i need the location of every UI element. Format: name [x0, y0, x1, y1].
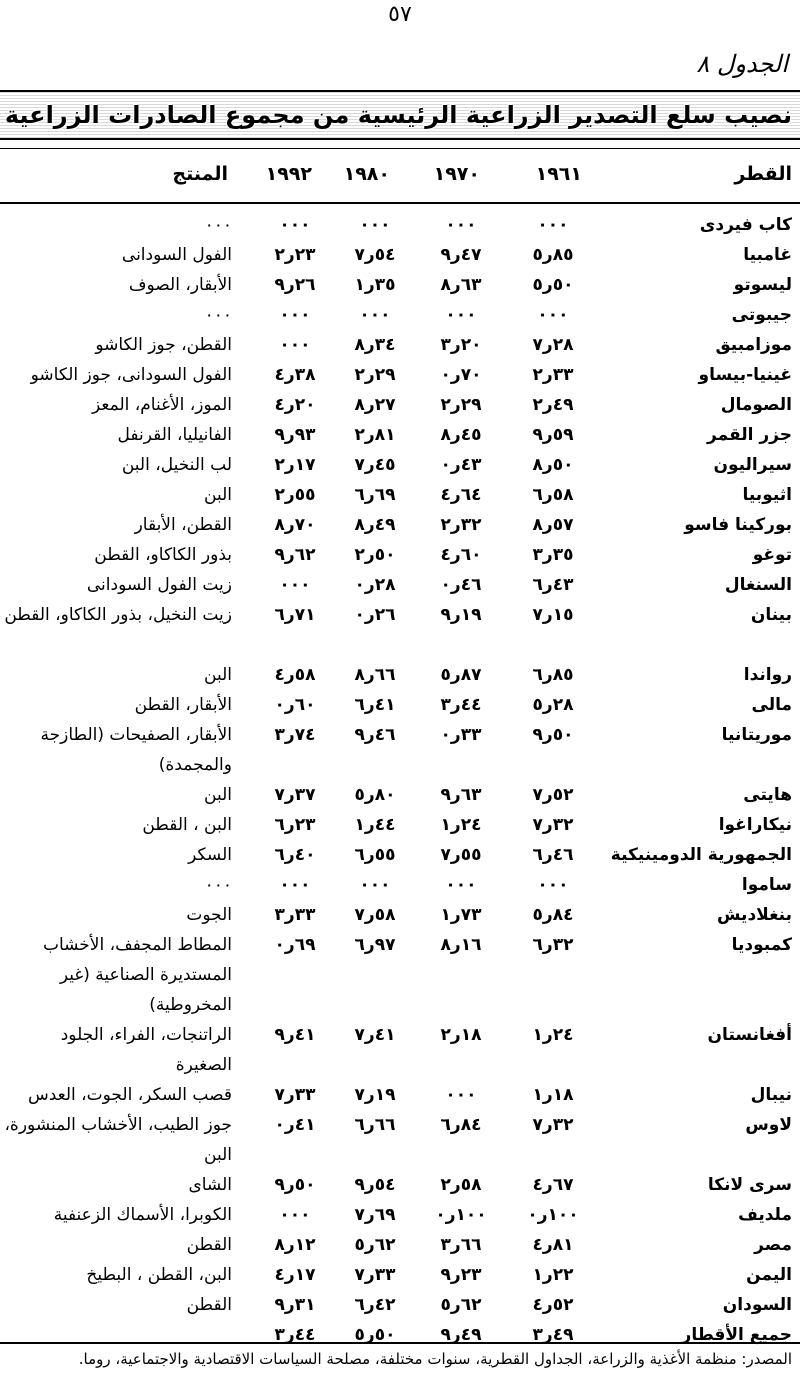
value-1961-cell: ٥٠ر٨	[532, 455, 574, 475]
product-cell: الشاى	[188, 1175, 232, 1195]
table-row	[0, 840, 800, 870]
value-1961-cell: ٣٥ر٣	[532, 545, 574, 565]
value-1980-cell: ٤٦ر٩	[354, 725, 396, 745]
table-row	[0, 870, 800, 900]
value-1970-cell: ٥٨ر٢	[440, 1175, 482, 1195]
value-1980-cell: ٩٧ر٦	[354, 935, 396, 955]
value-1980-cell: ١٩ر٧	[354, 1085, 396, 1105]
value-1970-cell: ٦٠ر٤	[440, 545, 482, 565]
product-cell: الكوبرا، الأسماك الزعنفية	[53, 1205, 232, 1225]
value-1961-cell: ٢٨ر٧	[532, 335, 574, 355]
header-product: المنتج	[172, 163, 228, 185]
product-cell: القطن	[186, 1295, 232, 1315]
value-1980-cell: ٤٩ر٨	[354, 515, 396, 535]
product-cell: الفول السودانى	[121, 245, 232, 265]
value-1980-cell: ٠٠٠	[359, 215, 391, 235]
value-1980-cell: ٤٢ر٦	[354, 1295, 396, 1315]
value-1961-cell: ٣٢ر٧	[532, 1115, 574, 1135]
value-1980-cell: ٠٠٠	[359, 875, 391, 895]
value-1970-cell: ٠٠٠	[445, 1085, 477, 1105]
product-cell: ٠٠٠	[204, 305, 232, 325]
value-1980-cell: ٤١ر٧	[354, 1025, 396, 1045]
value-1961-cell: ٣٢ر٧	[532, 815, 574, 835]
product-cell: قصب السكر، الجوت، العدس	[27, 1085, 232, 1105]
value-1980-cell: ٥٥ر٦	[354, 845, 396, 865]
product-cell: القطن، جوز الكاشو	[95, 335, 232, 355]
value-1980-cell: ٦٩ر٧	[354, 1205, 396, 1225]
value-1970-cell: ٦٣ر٨	[440, 275, 482, 295]
source-note: المصدر: منظمة الأغذية والزراعة، الجداول القطرية، سنوات مختلفة، مصلحة السياسات الاقتصادية والاجتماعية، روما.	[78, 1350, 792, 1368]
value-1992-cell: ٣٨ر٤	[274, 365, 316, 385]
product-cell: ٠٠٠	[204, 215, 232, 235]
country-cell: مصر	[754, 1235, 792, 1255]
product-cell: لب النخيل، البن	[121, 455, 232, 475]
value-1961-cell: ١٨ر١	[532, 1085, 574, 1105]
value-1970-cell: ٦٤ر٤	[440, 485, 482, 505]
value-1980-cell: ٥٤ر٧	[354, 245, 396, 265]
value-1970-cell: ٧٠ر٠	[440, 365, 482, 385]
value-1992-cell: ٧٤ر٣	[274, 725, 316, 745]
value-1970-cell: ٧٣ر١	[440, 905, 482, 925]
country-cell: غينيا-بيساو	[698, 365, 792, 385]
country-cell: موريتانيا	[721, 725, 792, 745]
value-1961-cell: ٢٤ر١	[532, 1025, 574, 1045]
table-row	[0, 570, 800, 600]
value-1980-cell: ٨١ر٢	[354, 425, 396, 445]
value-1992-cell: ٥٠ر٩	[274, 1175, 316, 1195]
value-1992-cell: ٥٨ر٤	[274, 665, 316, 685]
value-1970-cell: ٠٠٠	[445, 215, 477, 235]
table-row	[0, 690, 800, 720]
country-cell: أفغانستان	[707, 1025, 792, 1045]
country-cell: الصومال	[720, 395, 792, 415]
value-1980-cell: ٤١ر٦	[354, 695, 396, 715]
table-row	[0, 1080, 800, 1110]
value-1992-cell: ٠٠٠	[279, 215, 311, 235]
value-1980-cell: ٥٨ر٧	[354, 905, 396, 925]
table-body	[0, 210, 800, 1350]
value-1970-cell: ٣٢ر٢	[440, 515, 482, 535]
value-1980-cell: ٣٣ر٧	[354, 1265, 396, 1285]
value-1970-cell: ٣٣ر٠	[440, 725, 482, 745]
table-row	[0, 540, 800, 570]
table-row	[0, 270, 800, 300]
table-row	[0, 360, 800, 390]
value-1970-cell: ١٠٠ر٠	[435, 1205, 487, 1225]
table-row	[0, 210, 800, 240]
product-cell: البن ، القطن	[142, 815, 232, 835]
value-1980-cell: ٢٩ر٢	[354, 365, 396, 385]
value-1961-cell: ٦٧ر٤	[532, 1175, 574, 1195]
value-1980-cell: ٦٢ر٥	[354, 1235, 396, 1255]
value-1992-cell: ٧٠ر٨	[274, 515, 316, 535]
header-1992: ١٩٩٢	[265, 163, 312, 185]
product-cell: البن	[204, 485, 232, 505]
product-cell: بذور الكاكاو، القطن	[94, 545, 232, 565]
value-1970-cell: ٢٤ر١	[440, 815, 482, 835]
value-1980-cell: ٢٨ر٠	[354, 575, 396, 595]
table-row	[0, 1200, 800, 1230]
value-1970-cell: ٤٧ر٩	[440, 245, 482, 265]
value-1992-cell: ٩٣ر٩	[274, 425, 316, 445]
table-row	[0, 1290, 800, 1320]
value-1961-cell: ٣٢ر٦	[532, 935, 574, 955]
product-cell: الموز، الأغنام، المعز	[92, 395, 232, 415]
product-cell: البن	[204, 785, 232, 805]
value-1961-cell: ٥٧ر٨	[532, 515, 574, 535]
value-1992-cell: ٢٣ر٢	[274, 245, 316, 265]
table-row	[0, 780, 800, 810]
value-1992-cell: ٢٠ر٤	[274, 395, 316, 415]
value-1961-cell: ٤٦ر٦	[532, 845, 574, 865]
country-cell: بوركينا فاسو	[684, 515, 792, 535]
country-cell: كمبوديا	[731, 935, 792, 955]
value-1992-cell: ٣١ر٩	[274, 1295, 316, 1315]
product-cell: الفانيليا، القرنفل	[117, 425, 232, 445]
product-cell: القطن	[186, 1235, 232, 1255]
table-row	[0, 480, 800, 510]
product-cell: جوز الطيب، الأخشاب المنشورة، البن	[4, 1115, 232, 1165]
country-cell: مالى	[751, 695, 792, 715]
table-row	[0, 810, 800, 840]
table-row	[0, 720, 800, 780]
country-cell: نيبال	[750, 1085, 792, 1105]
country-cell: الجمهورية الدومينيكية	[610, 845, 792, 865]
value-1970-cell: ١٨ر٢	[440, 1025, 482, 1045]
value-1992-cell: ٦٠ر٠	[274, 695, 316, 715]
value-1980-cell: ٥٤ر٩	[354, 1175, 396, 1195]
value-1980-cell: ٦٩ر٦	[354, 485, 396, 505]
product-cell: الأبقار، القطن	[134, 695, 232, 715]
country-cell: جيبوتى	[731, 305, 792, 325]
value-1992-cell: ١٢ر٨	[274, 1235, 316, 1255]
product-cell: القطن، الأبقار	[134, 515, 232, 535]
product-cell: زيت النخيل، بذور الكاكاو، القطن	[4, 605, 232, 625]
value-1970-cell: ٠٠٠	[445, 875, 477, 895]
value-1961-cell: ٥٨ر٦	[532, 485, 574, 505]
table-row	[0, 1020, 800, 1080]
product-cell: البن، القطن ، البطيخ	[86, 1265, 232, 1285]
product-cell: الراتنجات، الفراء، الجلود الصغيرة	[60, 1025, 232, 1075]
country-cell: سرى لانكا	[707, 1175, 792, 1195]
value-1970-cell: ٨٧ر٥	[440, 665, 482, 685]
bottom-rule	[0, 1342, 800, 1344]
country-cell: ملديف	[738, 1205, 792, 1225]
value-1970-cell: ٥٥ر٧	[440, 845, 482, 865]
value-1970-cell: ٤٦ر٠	[440, 575, 482, 595]
country-cell: اثيوبيا	[742, 485, 792, 505]
product-cell: ٠٠٠	[204, 875, 232, 895]
product-cell: الأبقار، الصوف	[128, 275, 232, 295]
value-1980-cell: ٠٠٠	[359, 305, 391, 325]
country-cell: هايتى	[743, 785, 792, 805]
table-row	[0, 510, 800, 540]
value-1970-cell: ٠٠٠	[445, 305, 477, 325]
value-1992-cell: ٤٤ر٣	[274, 1325, 316, 1345]
table-row	[0, 390, 800, 420]
table-row	[0, 300, 800, 330]
value-1961-cell: ١٠٠ر٠	[527, 1205, 579, 1225]
value-1992-cell: ٢٣ر٦	[274, 815, 316, 835]
country-cell: سيراليون	[713, 455, 792, 475]
value-1961-cell: ١٥ر٧	[532, 605, 574, 625]
country-cell: ليسوتو	[733, 275, 792, 295]
value-1980-cell: ٣٤ر٨	[354, 335, 396, 355]
country-cell: السودان	[722, 1295, 792, 1315]
value-1992-cell: ٠٠٠	[279, 575, 311, 595]
value-1992-cell: ٤٠ر٦	[274, 845, 316, 865]
value-1961-cell: ٥٠ر٥	[532, 275, 574, 295]
value-1970-cell: ٤٥ر٨	[440, 425, 482, 445]
table-row	[0, 1230, 800, 1260]
table-row	[0, 450, 800, 480]
country-cell: رواندا	[743, 665, 792, 685]
value-1992-cell: ٦٩ر٠	[274, 935, 316, 955]
table-row	[0, 420, 800, 450]
value-1992-cell: ٠٠٠	[279, 305, 311, 325]
country-cell: اليمن	[746, 1265, 792, 1285]
value-1992-cell: ٧١ر٦	[274, 605, 316, 625]
value-1961-cell: ٤٩ر٣	[532, 1325, 574, 1345]
table-row	[0, 1170, 800, 1200]
country-cell: موزامبيق	[715, 335, 792, 355]
product-cell: المطاط المجفف، الأخشاب المستديرة الصناعية (غير المخروطية)	[42, 935, 232, 1015]
value-1961-cell: ٥٠ر٩	[532, 725, 574, 745]
value-1992-cell: ١٧ر٤	[274, 1265, 316, 1285]
country-cell: لاوس	[745, 1115, 792, 1135]
value-1961-cell: ٨٤ر٥	[532, 905, 574, 925]
value-1992-cell: ٥٥ر٢	[274, 485, 316, 505]
country-cell: كاب فيردى	[699, 215, 792, 235]
table-row	[0, 660, 800, 690]
value-1961-cell: ٢٨ر٥	[532, 695, 574, 715]
table-row	[0, 930, 800, 1020]
value-1961-cell: ٠٠٠	[537, 215, 569, 235]
value-1961-cell: ٨٥ر٦	[532, 665, 574, 685]
value-1980-cell: ٨٠ر٥	[354, 785, 396, 805]
value-1970-cell: ٨٤ر٦	[440, 1115, 482, 1135]
country-cell: ساموا	[741, 875, 792, 895]
product-cell: السكر	[188, 845, 232, 865]
header-1961: ١٩٦١	[535, 163, 582, 185]
value-1961-cell: ٣٣ر٢	[532, 365, 574, 385]
value-1980-cell: ٥٠ر٢	[354, 545, 396, 565]
value-1961-cell: ٠٠٠	[537, 875, 569, 895]
value-1992-cell: ٣٣ر٣	[274, 905, 316, 925]
table-label: الجدول ٨	[696, 50, 788, 78]
country-cell: نيكاراغوا	[718, 815, 792, 835]
value-1970-cell: ٦٦ر٣	[440, 1235, 482, 1255]
table-row	[0, 1320, 800, 1350]
header-1980: ١٩٨٠	[343, 163, 390, 185]
value-1961-cell: ٢٢ر١	[532, 1265, 574, 1285]
value-1980-cell: ٢٧ر٨	[354, 395, 396, 415]
country-cell: توغو	[752, 545, 792, 565]
value-1992-cell: ٣٣ر٧	[274, 1085, 316, 1105]
value-1980-cell: ٤٤ر١	[354, 815, 396, 835]
table-row	[0, 600, 800, 660]
product-cell: الفول السودانى، جوز الكاشو	[30, 365, 232, 385]
table-row	[0, 1260, 800, 1290]
value-1970-cell: ٦٢ر٥	[440, 1295, 482, 1315]
value-1970-cell: ٢٣ر٩	[440, 1265, 482, 1285]
table-row	[0, 330, 800, 360]
value-1970-cell: ٤٣ر٠	[440, 455, 482, 475]
value-1992-cell: ٢٦ر٩	[274, 275, 316, 295]
value-1992-cell: ٣٧ر٧	[274, 785, 316, 805]
value-1961-cell: ٨١ر٤	[532, 1235, 574, 1255]
header-1970: ١٩٧٠	[433, 163, 480, 185]
country-cell: غامبيا	[743, 245, 792, 265]
table-title: نصيب سلع التصدير الزراعية الرئيسية من مجموع الصادرات الزراعية	[4, 101, 792, 129]
country-cell: جميع الأقطار	[681, 1325, 792, 1345]
product-cell: الجوت	[186, 905, 232, 925]
value-1961-cell: ٠٠٠	[537, 305, 569, 325]
value-1970-cell: ١٦ر٨	[440, 935, 482, 955]
value-1992-cell: ٤١ر٠	[274, 1115, 316, 1135]
value-1961-cell: ٥٩ر٩	[532, 425, 574, 445]
page-number: ٥٧	[388, 2, 412, 27]
value-1992-cell: ٤١ر٩	[274, 1025, 316, 1045]
value-1980-cell: ٣٥ر١	[354, 275, 396, 295]
country-cell: جزر القمر	[707, 425, 792, 445]
product-cell: الأبقار، الصفيحات (الطازجة والمجمدة)	[40, 725, 232, 775]
value-1980-cell: ٦٦ر٨	[354, 665, 396, 685]
table-row	[0, 240, 800, 270]
value-1961-cell: ٤٩ر٢	[532, 395, 574, 415]
value-1970-cell: ٢٩ر٢	[440, 395, 482, 415]
value-1961-cell: ٥٢ر٧	[532, 785, 574, 805]
value-1961-cell: ٥٢ر٤	[532, 1295, 574, 1315]
country-cell: بينان	[750, 605, 792, 625]
country-cell: السنغال	[724, 575, 792, 595]
value-1970-cell: ٤٩ر٩	[440, 1325, 482, 1345]
value-1980-cell: ٢٦ر٠	[354, 605, 396, 625]
value-1992-cell: ٠٠٠	[279, 1205, 311, 1225]
value-1992-cell: ٠٠٠	[279, 875, 311, 895]
value-1980-cell: ٥٠ر٥	[354, 1325, 396, 1345]
header-country: القطر	[734, 163, 792, 185]
value-1992-cell: ٦٢ر٩	[274, 545, 316, 565]
value-1970-cell: ١٩ر٩	[440, 605, 482, 625]
product-cell: البن	[204, 665, 232, 685]
value-1980-cell: ٤٥ر٧	[354, 455, 396, 475]
value-1992-cell: ٠٠٠	[279, 335, 311, 355]
table-header	[0, 148, 800, 204]
value-1970-cell: ٢٠ر٣	[440, 335, 482, 355]
value-1980-cell: ٦٦ر٦	[354, 1115, 396, 1135]
table-row	[0, 900, 800, 930]
value-1961-cell: ٤٣ر٦	[532, 575, 574, 595]
value-1992-cell: ١٧ر٢	[274, 455, 316, 475]
value-1961-cell: ٨٥ر٥	[532, 245, 574, 265]
product-cell: زيت الفول السودانى	[86, 575, 232, 595]
value-1970-cell: ٦٣ر٩	[440, 785, 482, 805]
value-1970-cell: ٤٤ر٣	[440, 695, 482, 715]
country-cell: بنغلاديش	[717, 905, 792, 925]
table-row	[0, 1110, 800, 1170]
